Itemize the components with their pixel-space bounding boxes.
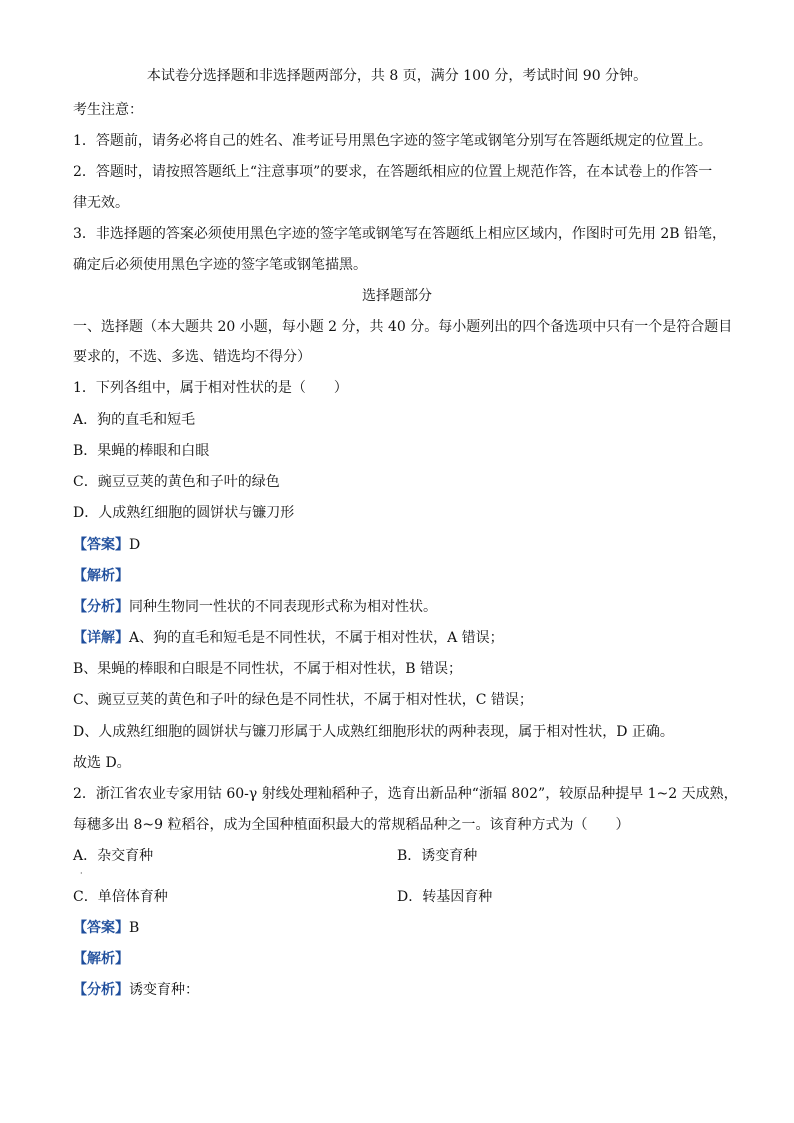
q2-stem-line-1: 2．浙江省农业专家用钴 60-γ 射线处理籼稻种子，选育出新品种“浙辐 802”，较原品种提早 1~2 天成熟， [73,786,738,802]
q2-option-d: D．转基因育种 [397,889,493,905]
section-title: 选择题部分 [362,288,432,304]
q2-stem-line-2: 每穗多出 8~9 粒稻谷，成为全国种植面积最大的常规稻品种之一。该育种方式为（ ） [73,817,630,833]
q1-option-d: D．人成熟红细胞的圆饼状与镰刀形 [73,505,295,521]
q1-option-a: A．狗的直毛和短毛 [73,412,196,428]
part-heading-line-1: 一、选择题（本大题共 20 小题，每小题 2 分，共 40 分。每小题列出的四个备选项中只有一个是符合题目 [73,319,733,335]
analysis-tag: 【分析】 [73,982,129,998]
q1-detail-row [73,628,504,648]
q1-answer-value: D [129,537,141,553]
q2-answer-row [73,918,139,938]
intro-line: 本试卷分选择题和非选择题两部分，共 8 页，满分 100 分，考试时间 90 分钟。 [146,68,648,84]
q2-option-c: C．单倍体育种 [73,889,168,905]
q1-option-c: C．豌豆豆荚的黄色和子叶的绿色 [73,474,280,490]
q1-detail-a: A、狗的直毛和短毛是不同性状，不属于相对性状，A 错误； [129,630,504,646]
q1-analysis-text: 同种生物同一性状的不同表现形式称为相对性状。 [129,599,437,615]
analysis-tag: 【分析】 [73,599,129,615]
notice-line-2-cont: 律无效。 [73,195,129,211]
q1-detail-c: C、豌豆豆荚的黄色和子叶的绿色是不同性状，不属于相对性状，C 错误； [73,692,533,708]
notice-line-2: 2．答题时，请按照答题纸上“注意事项”的要求，在答题纸相应的位置上规范作答，在本试卷上的作答一 [73,164,713,180]
stray-dot: · [80,869,83,878]
answer-tag: 【答案】 [73,537,129,553]
q1-detail-d: D、人成熟红细胞的圆饼状与镰刀形属于人成熟红细胞形状的两种表现，属于相对性状，D 正确。 [73,724,674,740]
explain-tag: 【解析】 [73,568,129,584]
notice-line-3-cont: 确定后必须使用黑色字迹的签字笔或钢笔描黑。 [73,257,367,273]
notice-line-3: 3．非选择题的答案必须使用黑色字迹的签字笔或钢笔写在答题纸上相应区域内，作图时可先用 2B 铅笔， [73,226,727,242]
explain-tag: 【解析】 [73,951,129,967]
q2-analysis-text: 诱变育种： [129,982,199,998]
q2-option-a: A．杂交育种 [73,848,154,864]
q1-conclusion: 故选 D。 [73,755,131,771]
q1-analysis-row [73,597,437,617]
notice-title: 考生注意： [73,102,143,118]
notice-line-1: 1．答题前，请务必将自己的姓名、准考证号用黑色字迹的签字笔或钢笔分别写在答题纸规定的位置上。 [73,133,712,149]
q1-detail-b: B、果蝇的棒眼和白眼是不同性状，不属于相对性状，B 错误； [73,661,463,677]
q1-option-b: B．果蝇的棒眼和白眼 [73,443,210,459]
q1-explain-row [73,566,129,586]
detail-tag: 【详解】 [73,630,129,646]
q1-answer-row [73,535,140,555]
answer-tag: 【答案】 [73,920,129,936]
part-heading-line-2: 要求的，不选、多选、错选均不得分） [73,349,311,365]
q2-explain-row [73,949,129,969]
q1-stem: 1．下列各组中，属于相对性状的是（ ） [73,380,348,396]
q2-answer-value: B [129,920,140,936]
q2-analysis-row [73,980,199,1000]
q2-option-b: B．诱变育种 [397,848,478,864]
